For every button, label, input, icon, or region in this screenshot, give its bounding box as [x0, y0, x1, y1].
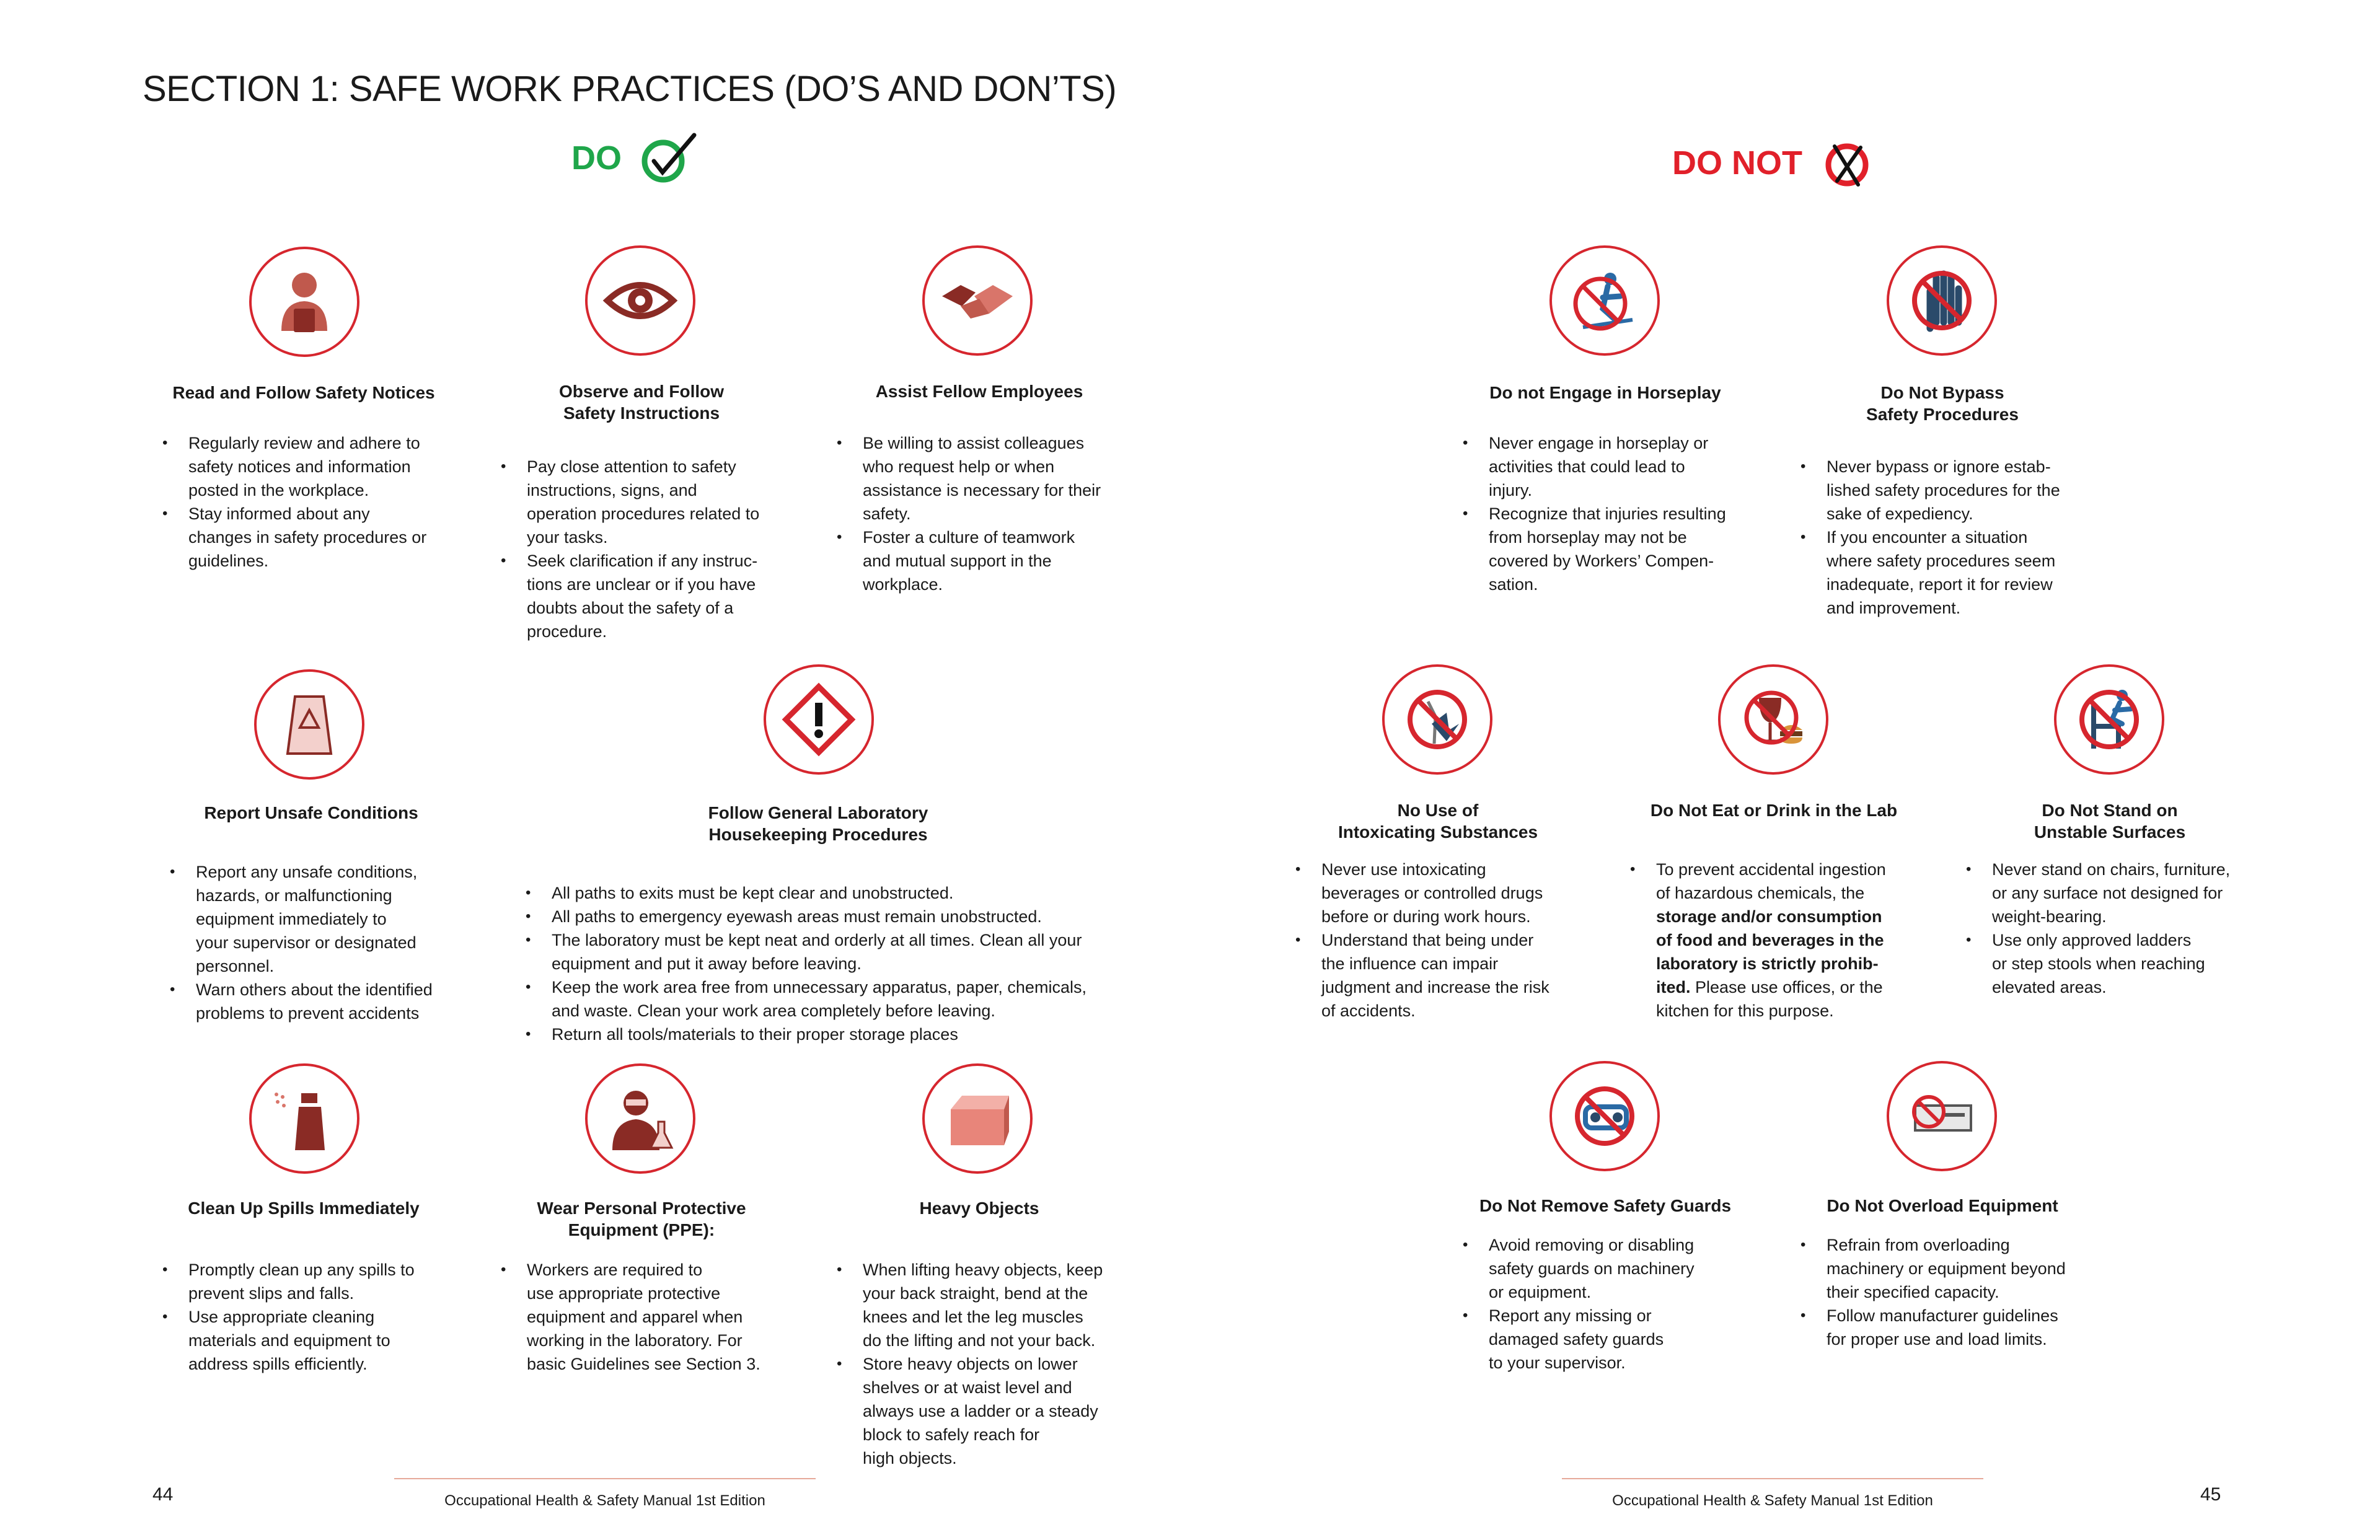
- card-title: Read and Follow Safety Notices: [172, 383, 435, 402]
- wet-floor-sign-icon: [254, 669, 364, 780]
- card-bullets: [1463, 1233, 1695, 1375]
- dont-heading-label: DO NOT: [1672, 144, 1802, 182]
- card-bullets: [170, 860, 433, 1025]
- bullet-item: • Never use intoxicating beverages or controlled drugs before or during work hours.: [1295, 858, 1549, 928]
- no-food-drink-icon: [1718, 664, 1828, 775]
- bullet-item: • Foster a culture of teamwork and mutual support in the workplace.: [837, 526, 1101, 596]
- no-horseplay-icon: [1549, 245, 1660, 356]
- card-title: Assist Fellow Employees: [875, 382, 1083, 401]
- hazard-diamond-icon: [764, 664, 874, 775]
- card-bullets: [1800, 455, 2060, 620]
- bullet-item: • Recognize that injuries resulting from horseplay may not be covered by Workers’ Compen- sation.: [1463, 502, 1726, 596]
- card-bullets: [1295, 858, 1549, 1023]
- bullet-item: • Never engage in horseplay or activities that could lead to injury.: [1463, 431, 1726, 502]
- card-title: Heavy Objects: [919, 1199, 1039, 1218]
- footer-divider-left: [394, 1478, 816, 1479]
- card-bullets: [162, 431, 426, 573]
- card-bullets: [526, 881, 1086, 1046]
- bullet-item: • All paths to emergency eyewash areas must remain unobstructed.: [526, 905, 1086, 928]
- do-heading: [571, 130, 703, 186]
- bullet-item: • Warn others about the identified problems to prevent accidents: [170, 978, 433, 1025]
- handshake-icon: [922, 245, 1033, 356]
- bullet-item: • To prevent accidental ingestion of hazardous chemicals, the storage and/or consumption of food and beverages in the laboratory is strictly prohib- ited. Please use offices, or the kitchen for this purpose.: [1630, 858, 1886, 1023]
- card-title: Do Not Stand on Unstable Surfaces: [2034, 801, 2186, 842]
- no-overload-icon: [1887, 1061, 1997, 1171]
- footer-text-left: Occupational Health & Safety Manual 1st Edition: [444, 1492, 765, 1509]
- card-title: Do Not Overload Equipment: [1827, 1196, 2058, 1215]
- card-title: Do Not Remove Safety Guards: [1479, 1196, 1732, 1215]
- bullet-item: • All paths to exits must be kept clear and unobstructed.: [526, 881, 1086, 905]
- card-title: No Use of Intoxicating Substances: [1338, 801, 1538, 842]
- bullet-item: • Seek clarification if any instruc- tions are unclear or if you have doubts about the safety of a procedure.: [501, 549, 759, 643]
- card-bullets: [162, 1258, 415, 1376]
- lab-worker-ppe-icon: [585, 1063, 695, 1174]
- card-bullets: [1800, 1233, 2066, 1351]
- box-icon: [922, 1063, 1033, 1174]
- bullet-item: • Workers are required to use appropriate protective equipment and apparel when working in the laboratory. For basic Guidelines see Section 3.: [501, 1258, 760, 1376]
- bullet-item: • Avoid removing or disabling safety guards on machinery or equipment.: [1463, 1233, 1695, 1304]
- page-title: SECTION 1: SAFE WORK PRACTICES (DO’S AND DON’TS): [143, 69, 1117, 109]
- bullet-item: • The laboratory must be kept neat and orderly at all times. Clean all your equipment and put it away before leaving.: [526, 928, 1086, 975]
- page-number-right: 45: [2200, 1484, 2221, 1505]
- footer-text-right: Occupational Health & Safety Manual 1st Edition: [1612, 1492, 1933, 1509]
- bullet-item: • Use appropriate cleaning materials and equipment to address spills efficiently.: [162, 1305, 415, 1376]
- dont-heading: [1672, 135, 1872, 191]
- bullet-item: • Refrain from overloading machinery or equipment beyond their specified capacity.: [1800, 1233, 2066, 1304]
- footer-divider-right: [1562, 1478, 1983, 1479]
- card-title: Do Not Eat or Drink in the Lab: [1650, 801, 1898, 820]
- eye-icon: [585, 245, 695, 356]
- no-remove-guards-icon: [1549, 1061, 1660, 1171]
- card-bullets: [837, 1258, 1103, 1470]
- green-check-icon: [635, 130, 703, 186]
- bullet-item: • Use only approved ladders or step stools when reaching elevated areas.: [1966, 928, 2230, 999]
- card-bullets: [1630, 858, 1886, 1023]
- no-climbing-chair-icon: [2054, 664, 2164, 775]
- bullet-item: • Promptly clean up any spills to prevent slips and falls.: [162, 1258, 415, 1305]
- card-bullets: [501, 1258, 760, 1376]
- bullet-item: • Report any missing or damaged safety guards to your supervisor.: [1463, 1304, 1695, 1375]
- bullet-item: • Report any unsafe conditions, hazards, or malfunctioning equipment immediately to your supervisor or designated personnel.: [170, 860, 433, 978]
- bullet-item: • Pay close attention to safety instructions, signs, and operation procedures related to your tasks.: [501, 455, 759, 549]
- bullet-item: • If you encounter a situation where safety procedures seem inadequate, report it for review and improvement.: [1800, 526, 2060, 620]
- card-bullets: [1966, 858, 2230, 999]
- bullet-item: • Regularly review and adhere to safety notices and information posted in the workplace.: [162, 431, 426, 502]
- do-heading-label: DO: [571, 139, 622, 177]
- card-title: Follow General Laboratory Housekeeping Procedures: [708, 803, 928, 844]
- bullet-item: • Return all tools/materials to their proper storage places: [526, 1023, 1086, 1046]
- card-title: Report Unsafe Conditions: [204, 803, 418, 822]
- page-number-left: 44: [152, 1484, 174, 1505]
- person-reading-icon: [249, 247, 359, 357]
- card-bullets: [837, 431, 1101, 596]
- bullet-item: • When lifting heavy objects, keep your back straight, bend at the knees and let the leg muscles do the lifting and not your back.: [837, 1258, 1103, 1352]
- card-title: Observe and Follow Safety Instructions: [558, 382, 725, 423]
- card-bullets: [1463, 431, 1726, 596]
- bullet-item: • Be willing to assist colleagues who request help or when assistance is necessary for their safety.: [837, 431, 1101, 526]
- bullet-item: • Follow manufacturer guidelines for proper use and load limits.: [1800, 1304, 2066, 1351]
- bullet-item: • Stay informed about any changes in safety procedures or guidelines.: [162, 502, 426, 573]
- card-title: Do not Engage in Horseplay: [1489, 383, 1721, 402]
- bullet-item: • Understand that being under the influence can impair judgment and increase the risk of accidents.: [1295, 928, 1549, 1023]
- no-intoxicants-icon: [1382, 664, 1492, 775]
- red-x-icon: [1816, 135, 1872, 191]
- bullet-item: • Keep the work area free from unnecessary apparatus, paper, chemicals, and waste. Clean your work area completely before leaving.: [526, 975, 1086, 1023]
- card-title: Wear Personal Protective Equipment (PPE):: [537, 1199, 746, 1239]
- card-bullets: [501, 455, 759, 643]
- card-title: Clean Up Spills Immediately: [188, 1199, 420, 1218]
- bullet-item: • Never bypass or ignore estab- lished safety procedures for the sake of expediency.: [1800, 455, 2060, 526]
- no-bypass-hand-icon: [1887, 245, 1997, 356]
- bullet-item: • Store heavy objects on lower shelves or at waist level and always use a ladder or a steady block to safely reach for high objects.: [837, 1352, 1103, 1470]
- bullet-item: • Never stand on chairs, furniture, or any surface not designed for weight-bearing.: [1966, 858, 2230, 928]
- spray-bottle-icon: [249, 1063, 359, 1174]
- card-title: Do Not Bypass Safety Procedures: [1866, 383, 2019, 424]
